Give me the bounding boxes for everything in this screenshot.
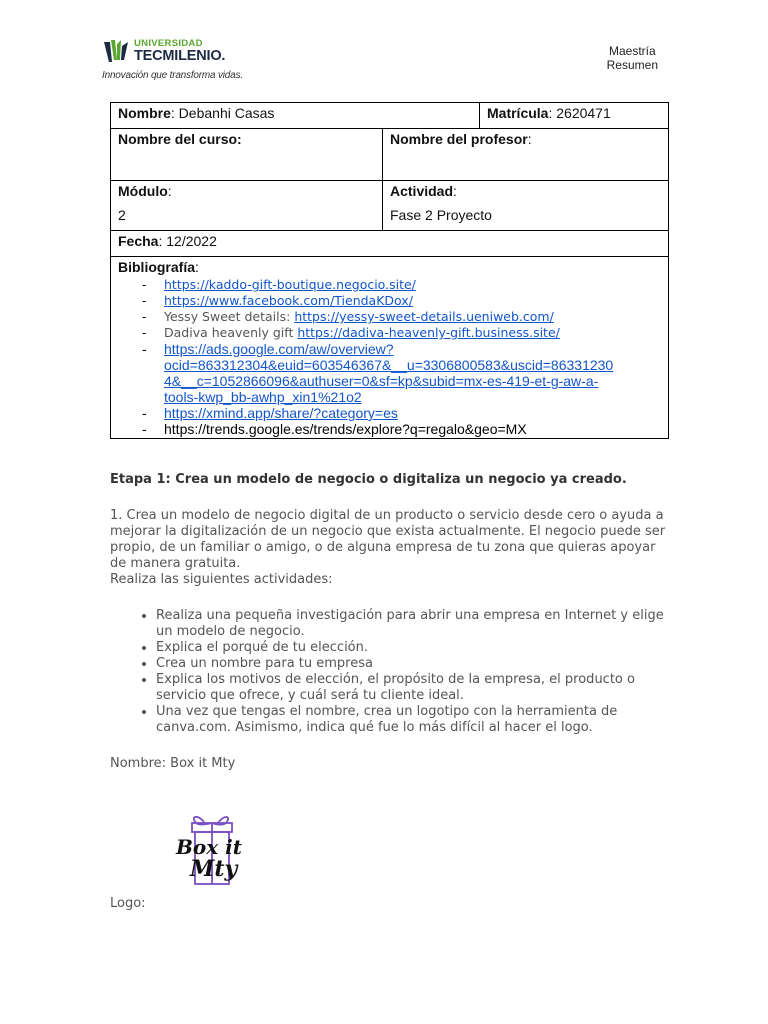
bibliography-item <box>138 325 661 341</box>
bibliography-item <box>138 405 661 421</box>
stage-heading: Etapa 1: Crea un modelo de negocio o digitaliza un negocio ya creado. <box>110 472 627 487</box>
bibliography-cell <box>111 257 669 439</box>
bibliography-trends-text: https://trends.google.es/trends/explore?q=regalo&geo=MX <box>164 421 527 437</box>
student-name-label: Nombre <box>118 105 171 121</box>
bibliography-item <box>138 277 661 293</box>
bibliography-link-google-ads[interactable] <box>164 341 613 405</box>
student-name-value: : Debanhi Casas <box>170 105 275 121</box>
module-value: 2 <box>118 207 126 223</box>
box-logo-line1: Box it <box>176 835 242 859</box>
google-ads-link-line: tools-kwp_bb-awhp_xin1%21o2 <box>164 389 362 405</box>
bibliography-link-facebook[interactable]: https://www.facebook.com/TiendaKDox/ <box>164 293 413 308</box>
activity-cell <box>383 181 669 231</box>
course-name-label: Nombre del curso: <box>118 131 242 147</box>
bibliography-link-yessy[interactable]: https://yessy-sweet-details.ueniweb.com/ <box>294 309 554 324</box>
bibliography-link-kaddo[interactable]: https://kaddo-gift-boutique.negocio.site/ <box>164 277 416 292</box>
logo-tagline: Innovación que transforma vidas. <box>102 70 243 81</box>
student-name-cell <box>111 103 480 129</box>
bibliography-label: Bibliografía <box>118 259 196 275</box>
box-logo-line2: Mty <box>190 856 238 882</box>
bibliography-link-dadiva[interactable]: https://dadiva-heavenly-gift.business.site/ <box>297 325 560 340</box>
activity-bullet: • Una vez que tengas el nombre, crea un logotipo con la herramienta de canva.com. Asimismo, indica qué fue lo más difícil al hacer el logo. <box>156 704 670 736</box>
professor-name-label: Nombre del profesor <box>390 131 528 147</box>
bibliography-item-prefix: Yessy Sweet details: <box>164 309 295 324</box>
program-label: Maestría <box>608 44 656 58</box>
bibliography-item <box>138 293 661 309</box>
activity-bullet: • Explica los motivos de elección, el propósito de la empresa, el producto o servicio que ofrece, y cuál será tu cliente ideal. <box>156 672 670 704</box>
logo-university-name: TECMILENIO. <box>134 48 226 64</box>
activity-label: Actividad <box>390 183 454 199</box>
document-header-right <box>607 44 658 72</box>
logo-label: Logo: <box>110 896 146 911</box>
assignment-content <box>110 472 670 772</box>
bibliography-item <box>138 309 661 325</box>
activities-list <box>110 608 670 736</box>
business-name-line: Nombre: Box it Mty <box>110 756 236 771</box>
module-colon: : <box>167 183 172 199</box>
module-cell <box>111 181 383 231</box>
activity-bullet: • Realiza una pequeña investigación para abrir una empresa en Internet y elige un modelo de negocio. <box>156 608 670 640</box>
box-it-mty-logo-image <box>168 812 260 894</box>
bibliography-item-prefix: Dadiva heavenly gift <box>164 325 298 340</box>
university-logo <box>102 38 282 84</box>
date-label: Fecha <box>118 233 159 249</box>
bibliography-colon: : <box>195 259 199 275</box>
tecmilenio-emblem-icon <box>102 38 132 68</box>
student-id-value: : 2620471 <box>548 105 611 121</box>
bibliography-item <box>138 341 661 405</box>
module-label: Módulo <box>118 183 168 199</box>
student-info-table <box>110 102 669 439</box>
logo-university-label: UNIVERSIDAD <box>134 38 203 49</box>
student-id-label: Matrícula <box>487 105 549 121</box>
bibliography-item <box>138 421 661 437</box>
bibliography-link-xmind[interactable]: https://xmind.app/share/?category=es <box>164 405 398 421</box>
bibliography-list <box>118 277 661 437</box>
instructions-paragraph: 1. Crea un modelo de negocio digital de un producto o servicio desde cero o ayuda a mejorar la digitalización de un negocio que exista actualmente. El negocio puede ser propio, de un familiar o amigo, o de alguna empresa de tu zona que quieras apoyar de manera gratuita. <box>110 508 666 571</box>
date-cell <box>111 231 669 257</box>
student-id-cell <box>480 103 669 129</box>
activity-bullet: • Explica el porqué de tu elección. <box>156 640 670 656</box>
date-value: : 12/2022 <box>158 233 217 249</box>
google-ads-link-line: https://ads.google.com/aw/overview? <box>164 341 394 357</box>
google-ads-link-line: ocid=863312304&euid=603546367&__u=3306800583&uscid=86331230 <box>164 357 614 373</box>
document-type-label: Resumen <box>606 58 658 72</box>
activity-colon: : <box>453 183 457 199</box>
professor-name-colon: : <box>527 131 532 147</box>
course-name-cell <box>111 129 383 181</box>
activity-bullet: • Crea un nombre para tu empresa <box>156 656 670 672</box>
activity-value: Fase 2 Proyecto <box>390 207 492 223</box>
google-ads-link-line: 4&__c=1052866096&authuser=0&sf=kp&subid=mx-es-419-et-g-aw-a- <box>164 373 599 389</box>
professor-name-cell <box>383 129 669 181</box>
activities-intro: Realiza las siguientes actividades: <box>110 572 333 587</box>
